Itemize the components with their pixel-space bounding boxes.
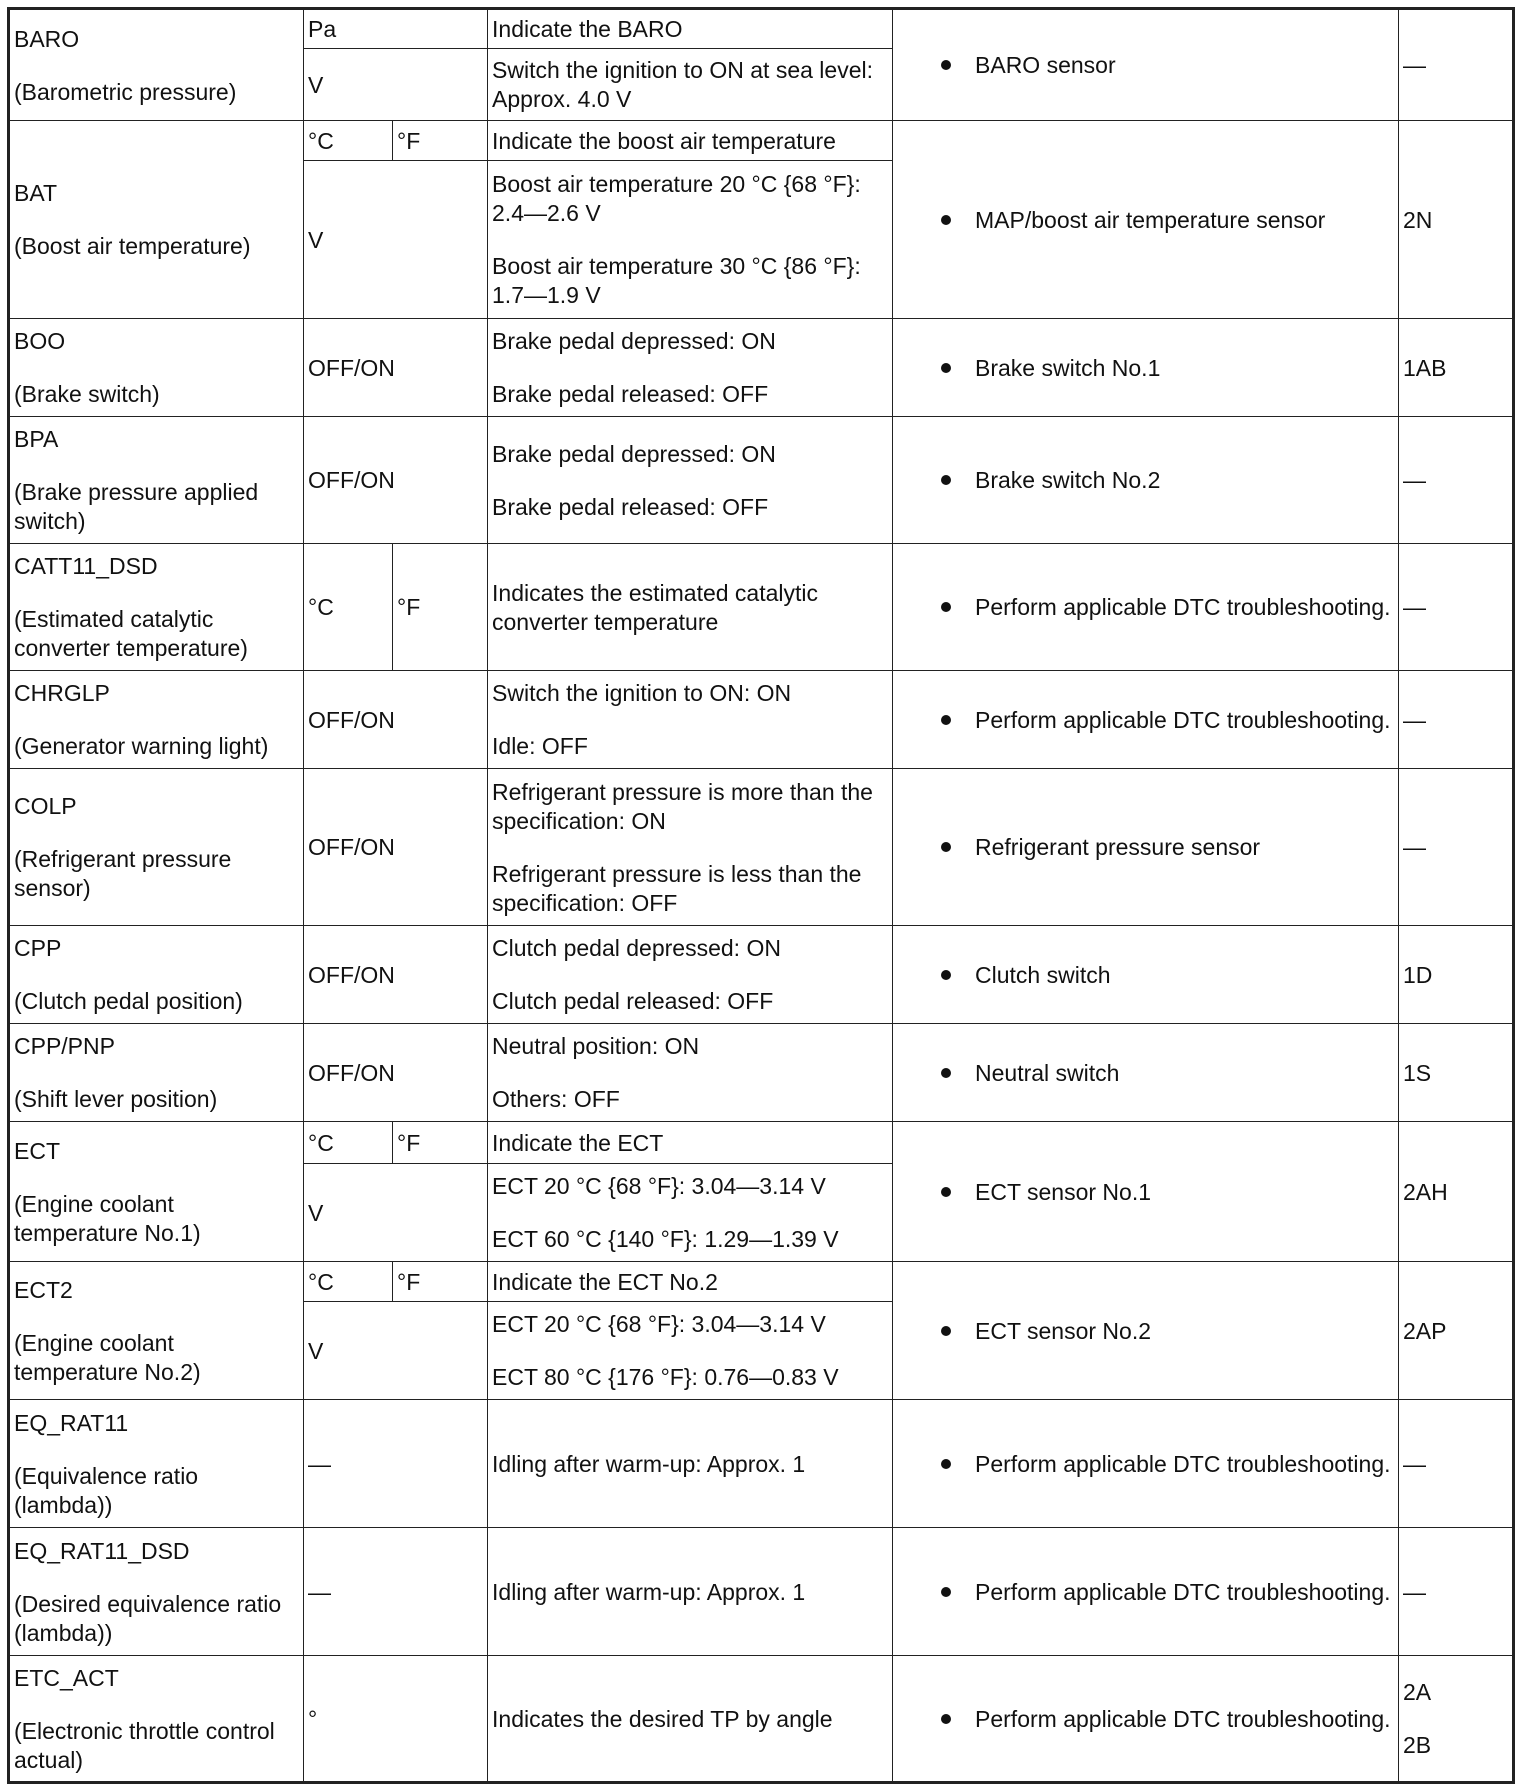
inspection-item: Perform applicable DTC troubleshooting. xyxy=(975,1450,1391,1477)
pid-cell xyxy=(9,1024,304,1122)
inspection-cell xyxy=(893,671,1399,769)
unit-cell: OFF/ON xyxy=(304,769,488,926)
condition-cell xyxy=(488,319,893,417)
unit-cell: — xyxy=(304,1400,488,1528)
condition-line: Switch the ignition to ON: ON xyxy=(492,680,792,706)
pid-description: (Boost air temperature) xyxy=(14,233,251,259)
condition-line: Refrigerant pressure is less than the specification: OFF xyxy=(492,860,862,916)
terminal-cell: 1S xyxy=(1399,1024,1514,1122)
terminal-cell: — xyxy=(1399,769,1514,926)
table-row xyxy=(9,1528,1514,1656)
pid-description: (Equivalence ratio (lambda)) xyxy=(14,1462,199,1518)
condition-cell: Idling after warm-up: Approx. 1 xyxy=(488,1400,893,1528)
condition-cell: Switch the ignition to ON at sea level: Approx. 4.0 V xyxy=(488,49,893,121)
pid-description: (Desired equivalence ratio (lambda)) xyxy=(14,1590,282,1646)
pid-code: CPP/PNP xyxy=(14,1033,115,1059)
pid-cell xyxy=(9,1656,304,1783)
table-row xyxy=(9,671,1514,769)
inspection-item: Neutral switch xyxy=(975,1059,1120,1086)
inspection-cell xyxy=(893,9,1399,121)
condition-cell xyxy=(488,417,893,544)
pid-cell xyxy=(9,417,304,544)
pid-cell xyxy=(9,1528,304,1656)
pid-cell xyxy=(9,1122,304,1262)
bullet-icon xyxy=(941,970,951,980)
pid-description: (Barometric pressure) xyxy=(14,78,237,105)
unit-celsius-cell: °C xyxy=(304,121,393,161)
pid-cell xyxy=(9,544,304,671)
pid-description: (Electronic throttle control actual) xyxy=(14,1717,275,1773)
pid-description: (Estimated catalytic converter temperature) xyxy=(14,606,248,661)
condition-line: Brake pedal depressed: ON xyxy=(492,328,776,354)
inspection-cell xyxy=(893,1528,1399,1656)
table-row xyxy=(9,769,1514,926)
pid-code: EQ_RAT11_DSD xyxy=(14,1537,190,1564)
unit-cell: OFF/ON xyxy=(304,1024,488,1122)
inspection-item: MAP/boost air temperature sensor xyxy=(975,206,1326,233)
inspection-cell xyxy=(893,544,1399,671)
bullet-icon xyxy=(941,215,951,225)
bullet-icon xyxy=(941,363,951,373)
condition-line: ECT 80 °C {176 °F}: 0.76—0.83 V xyxy=(492,1364,839,1390)
terminal-cell: — xyxy=(1399,417,1514,544)
inspection-item: Refrigerant pressure sensor xyxy=(975,834,1261,860)
pid-code: ECT2 xyxy=(14,1276,73,1303)
condition-line: Others: OFF xyxy=(492,1086,620,1112)
unit-cell: V xyxy=(304,49,488,121)
terminal-cell: — xyxy=(1399,1400,1514,1528)
table-row xyxy=(9,544,1514,671)
unit-cell: V xyxy=(304,161,488,319)
pid-cell xyxy=(9,671,304,769)
pid-code: CATT11_DSD xyxy=(14,553,158,579)
pid-cell xyxy=(9,769,304,926)
condition-line: Brake pedal released: OFF xyxy=(492,381,769,407)
terminal-cell: 2AH xyxy=(1399,1122,1514,1262)
pid-description: (Refrigerant pressure sensor) xyxy=(14,846,232,901)
pid-description: (Generator warning light) xyxy=(14,733,269,759)
unit-cell: OFF/ON xyxy=(304,319,488,417)
condition-line: Brake pedal depressed: ON xyxy=(492,440,776,467)
table-row xyxy=(9,1024,1514,1122)
pid-code: CHRGLP xyxy=(14,680,110,706)
condition-line: Refrigerant pressure is more than the specification: ON xyxy=(492,778,873,834)
inspection-item: Perform applicable DTC troubleshooting. xyxy=(975,594,1391,620)
condition-cell xyxy=(488,161,893,319)
pid-table-container xyxy=(7,7,1512,1784)
unit-celsius-cell: °C xyxy=(304,1262,393,1302)
pid-monitor-table xyxy=(7,7,1515,1784)
inspection-item: ECT sensor No.1 xyxy=(975,1178,1151,1205)
terminal-cell: — xyxy=(1399,671,1514,769)
pid-description: (Engine coolant temperature No.1) xyxy=(14,1190,201,1246)
inspection-cell xyxy=(893,121,1399,319)
pid-description: (Brake pressure applied switch) xyxy=(14,479,259,534)
condition-line: ECT 60 °C {140 °F}: 1.29—1.39 V xyxy=(492,1226,839,1252)
unit-cell: OFF/ON xyxy=(304,671,488,769)
pid-code: BAT xyxy=(14,180,58,206)
inspection-cell xyxy=(893,769,1399,926)
condition-cell: Indicate the BARO xyxy=(488,9,893,49)
terminal-cell: 1D xyxy=(1399,926,1514,1024)
condition-line: Neutral position: ON xyxy=(492,1033,700,1059)
pid-description: (Engine coolant temperature No.2) xyxy=(14,1329,201,1385)
bullet-icon xyxy=(941,1459,951,1469)
terminal-cell xyxy=(1399,1656,1514,1783)
condition-cell: Indicate the ECT xyxy=(488,1122,893,1164)
pid-code: EQ_RAT11 xyxy=(14,1409,129,1436)
bullet-icon xyxy=(941,1187,951,1197)
inspection-item: Brake switch No.1 xyxy=(975,354,1161,381)
inspection-item: Perform applicable DTC troubleshooting. xyxy=(975,706,1391,733)
unit-cell: V xyxy=(304,1302,488,1400)
table-row xyxy=(9,1262,1514,1302)
table-row xyxy=(9,1400,1514,1528)
condition-line: Clutch pedal released: OFF xyxy=(492,988,774,1014)
inspection-cell xyxy=(893,1262,1399,1400)
pid-cell xyxy=(9,1400,304,1528)
inspection-item: Perform applicable DTC troubleshooting. xyxy=(975,1705,1391,1732)
pid-code: BOO xyxy=(14,328,66,354)
terminal-cell: — xyxy=(1399,544,1514,671)
pid-cell xyxy=(9,9,304,121)
table-row xyxy=(9,417,1514,544)
inspection-cell xyxy=(893,1400,1399,1528)
unit-cell: V xyxy=(304,1164,488,1262)
terminal-line: 2A xyxy=(1403,1679,1432,1705)
inspection-cell xyxy=(893,1122,1399,1262)
pid-cell xyxy=(9,121,304,319)
unit-cell: ° xyxy=(304,1656,488,1783)
pid-cell xyxy=(9,926,304,1024)
unit-celsius-cell: °C xyxy=(304,544,393,671)
condition-cell: Indicates the desired TP by angle xyxy=(488,1656,893,1783)
bullet-icon xyxy=(941,602,951,612)
terminal-cell: 1AB xyxy=(1399,319,1514,417)
inspection-cell xyxy=(893,319,1399,417)
table-row xyxy=(9,1656,1514,1783)
inspection-item: ECT sensor No.2 xyxy=(975,1317,1151,1344)
table-row xyxy=(9,1122,1514,1164)
condition-cell: Idling after warm-up: Approx. 1 xyxy=(488,1528,893,1656)
condition-line: Idle: OFF xyxy=(492,733,588,759)
condition-cell: Indicate the boost air temperature xyxy=(488,121,893,161)
condition-cell xyxy=(488,769,893,926)
inspection-item: Perform applicable DTC troubleshooting. xyxy=(975,1578,1391,1605)
bullet-icon xyxy=(941,842,951,852)
condition-line: Boost air temperature 30 °C {86 °F}: 1.7—1.9 V xyxy=(492,253,861,308)
inspection-item: Clutch switch xyxy=(975,961,1111,988)
inspection-item: Brake switch No.2 xyxy=(975,467,1161,493)
pid-code: CPP xyxy=(14,935,62,961)
condition-cell: Indicates the estimated catalytic converter temperature xyxy=(488,544,893,671)
pid-code: ECT xyxy=(14,1137,60,1164)
pid-cell xyxy=(9,319,304,417)
table-row xyxy=(9,121,1514,161)
pid-code: ETC_ACT xyxy=(14,1664,119,1691)
inspection-cell xyxy=(893,1656,1399,1783)
bullet-icon xyxy=(941,1326,951,1336)
bullet-icon xyxy=(941,1714,951,1724)
condition-cell xyxy=(488,926,893,1024)
terminal-line: 2B xyxy=(1403,1732,1432,1758)
unit-fahrenheit-cell: °F xyxy=(393,1122,488,1164)
bullet-icon xyxy=(941,60,951,70)
unit-celsius-cell: °C xyxy=(304,1122,393,1164)
condition-cell xyxy=(488,671,893,769)
condition-cell xyxy=(488,1164,893,1262)
table-row xyxy=(9,319,1514,417)
unit-cell: OFF/ON xyxy=(304,417,488,544)
condition-line: Boost air temperature 20 °C {68 °F}: 2.4—2.6 V xyxy=(492,171,861,226)
unit-cell: — xyxy=(304,1528,488,1656)
pid-code: BPA xyxy=(14,426,59,452)
bullet-icon xyxy=(941,1587,951,1597)
pid-cell xyxy=(9,1262,304,1400)
bullet-icon xyxy=(941,715,951,725)
condition-line: Brake pedal released: OFF xyxy=(492,493,769,520)
inspection-cell xyxy=(893,1024,1399,1122)
terminal-cell: — xyxy=(1399,9,1514,121)
pid-description: (Clutch pedal position) xyxy=(14,988,243,1014)
unit-fahrenheit-cell: °F xyxy=(393,1262,488,1302)
pid-description: (Shift lever position) xyxy=(14,1086,218,1112)
unit-cell: Pa xyxy=(304,9,488,49)
table-row xyxy=(9,9,1514,49)
condition-cell xyxy=(488,1302,893,1400)
pid-code: COLP xyxy=(14,793,77,819)
unit-cell: OFF/ON xyxy=(304,926,488,1024)
condition-line: Clutch pedal depressed: ON xyxy=(492,935,781,961)
unit-fahrenheit-cell: °F xyxy=(393,544,488,671)
terminal-cell: 2AP xyxy=(1399,1262,1514,1400)
inspection-cell xyxy=(893,417,1399,544)
condition-cell: Indicate the ECT No.2 xyxy=(488,1262,893,1302)
condition-cell xyxy=(488,1024,893,1122)
bullet-icon xyxy=(941,475,951,485)
unit-fahrenheit-cell: °F xyxy=(393,121,488,161)
pid-code: BARO xyxy=(14,25,80,52)
inspection-item: BARO sensor xyxy=(975,52,1116,78)
pid-description: (Brake switch) xyxy=(14,381,160,407)
bullet-icon xyxy=(941,1068,951,1078)
table-row xyxy=(9,926,1514,1024)
condition-line: ECT 20 °C {68 °F}: 3.04—3.14 V xyxy=(492,1311,826,1337)
inspection-cell xyxy=(893,926,1399,1024)
terminal-cell: 2N xyxy=(1399,121,1514,319)
terminal-cell: — xyxy=(1399,1528,1514,1656)
condition-line: ECT 20 °C {68 °F}: 3.04—3.14 V xyxy=(492,1173,826,1199)
